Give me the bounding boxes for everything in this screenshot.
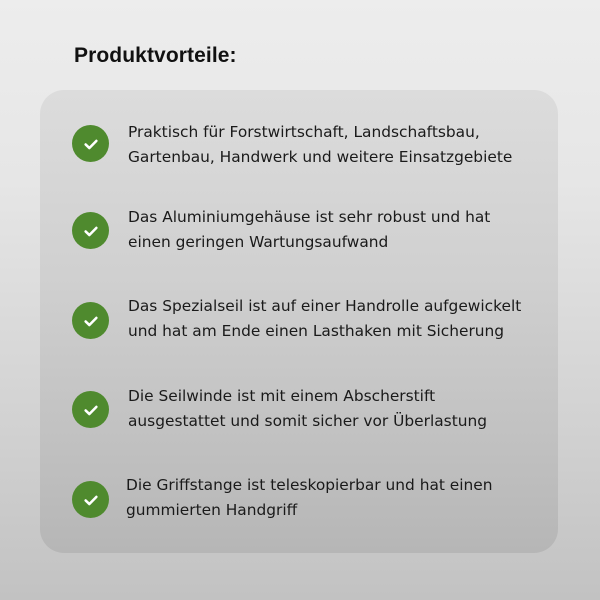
benefit-text	[128, 120, 512, 170]
benefit-line: ausgestattet und somit sicher vor Überlastung	[128, 412, 488, 430]
benefit-line: und hat am Ende einen Lasthaken mit Sicherung	[128, 322, 505, 340]
benefit-text	[128, 294, 521, 344]
benefit-text	[128, 205, 490, 255]
benefit-text	[126, 473, 493, 523]
benefit-line: Die Griffstange ist teleskopierbar und hat einen	[126, 476, 493, 494]
check-circle-icon	[72, 302, 109, 339]
page-title: Produktvorteile:	[74, 44, 237, 67]
benefit-line: Das Aluminiumgehäuse ist sehr robust und hat	[128, 208, 491, 226]
check-circle-icon	[72, 481, 109, 518]
benefit-item	[40, 294, 558, 354]
check-circle-icon	[72, 212, 109, 249]
benefit-text	[128, 384, 487, 434]
benefits-panel	[40, 90, 558, 553]
benefit-item	[40, 384, 558, 444]
check-circle-icon	[72, 391, 109, 428]
benefit-line: Gartenbau, Handwerk und weitere Einsatzgebiete	[128, 148, 513, 166]
benefit-line: Die Seilwinde ist mit einem Abscherstift	[128, 387, 436, 405]
benefit-item	[40, 120, 558, 180]
benefit-line: einen geringen Wartungsaufwand	[128, 233, 389, 251]
benefit-line: gummierten Handgriff	[126, 501, 298, 519]
check-circle-icon	[72, 125, 109, 162]
benefit-item	[40, 473, 558, 533]
benefit-line: Das Spezialseil ist auf einer Handrolle aufgewickelt	[128, 297, 522, 315]
benefit-line: Praktisch für Forstwirtschaft, Landschaftsbau,	[128, 123, 480, 141]
benefit-item	[40, 205, 558, 265]
